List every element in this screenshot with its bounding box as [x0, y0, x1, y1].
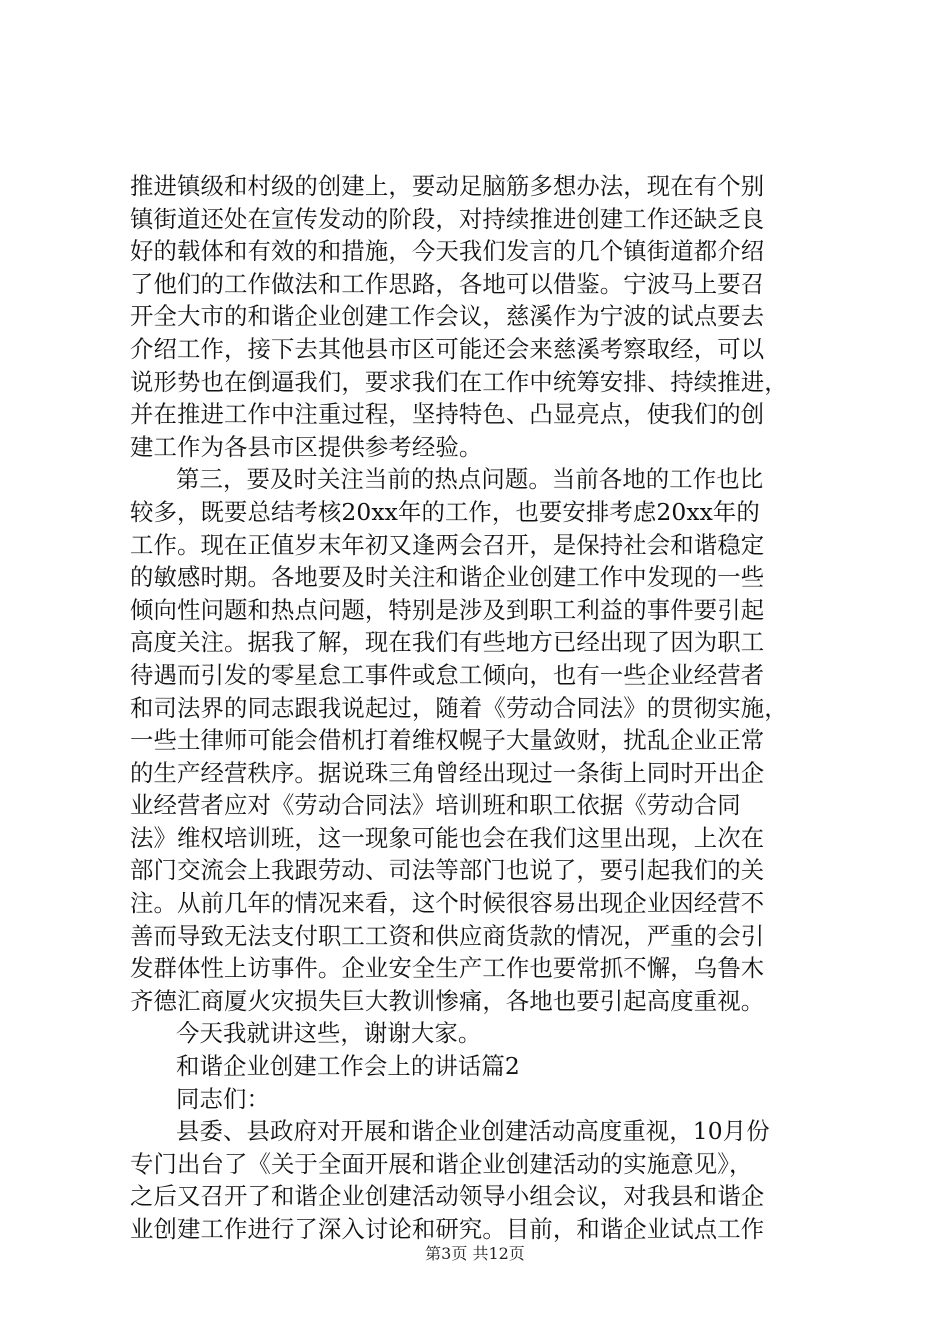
text-line: 齐德汇商厦火灾损失巨大教训惨痛，各地也要引起高度重视。	[130, 986, 765, 1015]
text-line: 之后又召开了和谐企业创建活动领导小组会议，对我县和谐企	[130, 1182, 765, 1211]
text-line: 一些土律师可能会借机打着维权幌子大量敛财，扰乱企业正常	[130, 726, 765, 755]
text-line: 高度关注。据我了解，现在我们有些地方已经出现了因为职工	[130, 628, 765, 657]
text-line: 注。从前几年的情况来看，这个时候很容易出现企业因经营不	[130, 889, 765, 918]
text-line: 同志们：	[176, 1084, 270, 1113]
text-line: 和谐企业创建工作会上的讲话篇2	[176, 1052, 520, 1081]
text-line: 推进镇级和村级的创建上，要动足脑筋多想办法，现在有个别	[130, 172, 765, 200]
text-line: 和司法界的同志跟我说起过，随着《劳动合同法》的贯彻实施，	[130, 693, 788, 722]
text-line: 镇街道还处在宣传发动的阶段，对持续推进创建工作还缺乏良	[130, 204, 765, 233]
text-line: 法》维权培训班，这一现象可能也会在我们这里出现，上次在	[130, 823, 765, 852]
text-line: 待遇而引发的零星怠工事件或怠工倾向，也有一些企业经营者	[130, 660, 765, 689]
text-line: 介绍工作，接下去其他县市区可能还会来慈溪考察取经，可以	[130, 334, 765, 363]
text-line: 发群体性上访事件。企业安全生产工作也要常抓不懈，乌鲁木	[130, 954, 765, 983]
text-line: 的生产经营秩序。据说珠三角曾经出现过一条街上同时开出企	[130, 758, 765, 787]
body-text	[130, 170, 842, 1246]
text-line: 倾向性问题和热点问题，特别是涉及到职工利益的事件要引起	[130, 595, 765, 624]
text-line: 较多，既要总结考核20xx年的工作，也要安排考虑20xx年的	[130, 497, 760, 526]
text-line: 部门交流会上我跟劳动、司法等部门也说了，要引起我们的关	[130, 856, 765, 885]
text-line: 业创建工作进行了深入讨论和研究。目前，和谐企业试点工作	[130, 1215, 765, 1243]
text-line: 好的载体和有效的和措施，今天我们发言的几个镇街道都介绍	[130, 237, 765, 266]
page-footer: 第3页 共12页	[425, 1244, 525, 1263]
text-line: 了他们的工作做法和工作思路，各地可以借鉴。宁波马上要召	[130, 269, 765, 298]
text-line: 善而导致无法支付职工工资和供应商货款的情况，严重的会引	[130, 921, 765, 950]
text-line: 第三，要及时关注当前的热点问题。当前各地的工作也比	[176, 465, 764, 494]
text-line: 今天我就讲这些，谢谢大家。	[176, 1019, 482, 1048]
text-line: 并在推进工作中注重过程，坚持特色、凸显亮点，使我们的创	[130, 400, 765, 429]
text-line: 县委、县政府对开展和谐企业创建活动高度重视，10月份	[176, 1117, 770, 1146]
text-line: 业经营者应对《劳动合同法》培训班和职工依据《劳动合同	[130, 791, 741, 820]
text-line: 工作。现在正值岁末年初又逢两会召开，是保持社会和谐稳定	[130, 530, 765, 559]
text-line: 的敏感时期。各地要及时关注和谐企业创建工作中发现的一些	[130, 563, 765, 592]
text-line: 专门出台了《关于全面开展和谐企业创建活动的实施意见》，	[130, 1149, 753, 1178]
text-line: 建工作为各县市区提供参考经验。	[130, 432, 483, 461]
text-line: 说形势也在倒逼我们，要求我们在工作中统筹安排、持续推进，	[130, 367, 788, 396]
text-line: 开全大市的和谐企业创建工作会议，慈溪作为宁波的试点要去	[130, 302, 765, 331]
